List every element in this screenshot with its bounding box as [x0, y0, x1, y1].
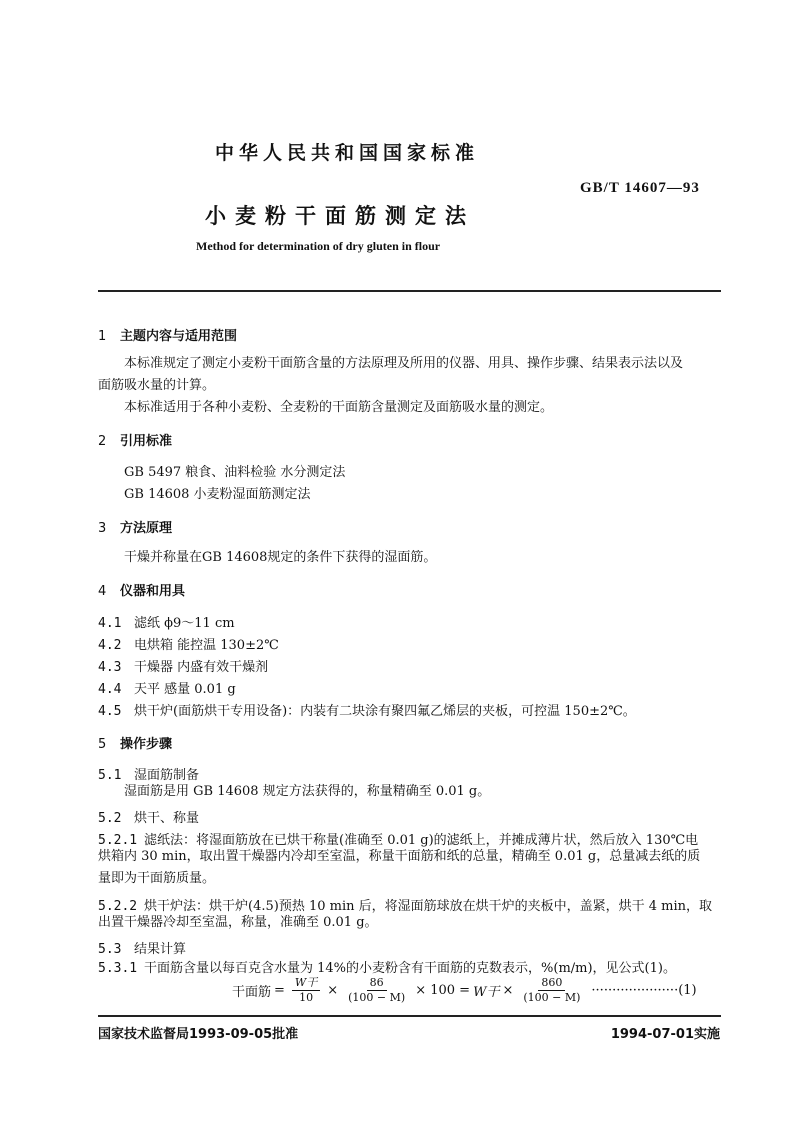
header-divider: [98, 290, 721, 292]
instrument-item: [98, 612, 235, 631]
subsection-5-2-1-line-3: 量即为干面筋质量。: [98, 871, 216, 886]
subsection-text: 滤纸法：将湿面筋放在已烘干称量(准确至 0.01 g)的滤纸上，并摊成薄片状，然后放入 130℃电: [144, 833, 699, 848]
subsection-5-2-heading: [98, 807, 199, 826]
section-number: 3: [98, 521, 107, 536]
formula-fraction-3: [520, 976, 583, 1005]
item-number: 4.5: [98, 704, 122, 719]
subsection-title: 湿面筋制备: [134, 768, 200, 783]
section-5-heading: [98, 733, 172, 752]
fraction-numerator: 860: [538, 976, 565, 991]
section-2-heading: [98, 430, 172, 449]
section-1-para-1-line-2: 面筋吸水量的计算。: [98, 378, 216, 393]
formula-times: ×: [327, 983, 339, 998]
item-text: 滤纸 ϕ9～11 cm: [134, 616, 235, 631]
fraction-denominator: (100 − M): [348, 991, 406, 1004]
subsection-5-2-1-line-2: 烘箱内 30 min，取出置干燥器内冷却至室温，称量干面筋和纸的总量，精确至 0.01 g，总量减去纸的质: [98, 849, 701, 864]
instrument-item: [98, 656, 268, 675]
section-4-heading: [98, 580, 185, 599]
section-title: 引用标准: [120, 434, 173, 449]
fraction-numerator: 86: [367, 976, 387, 991]
item-number: 4.2: [98, 638, 122, 653]
subsection-number: 5.3: [98, 942, 122, 957]
reference-gb14608: GB 14608 小麦粉湿面筋测定法: [124, 487, 311, 502]
formula-1: [232, 976, 697, 1005]
reference-gb5497: GB 5497 粮食、油料检验 水分测定法: [124, 465, 346, 480]
item-text: 烘干炉(面筋烘干专用设备)：内装有二块涂有聚四氟乙烯层的夹板，可控温 150±2℃。: [134, 704, 636, 719]
fraction-numerator: W干: [292, 976, 320, 991]
subsection-5-3-heading: [98, 938, 186, 957]
subsection-text: 干面筋含量以每百克含水量为 14%的小麦粉含有干面筋的克数表示，%(m/m)，见公式(1)。: [144, 961, 676, 976]
item-number: 4.4: [98, 682, 122, 697]
item-number: 4.1: [98, 616, 122, 631]
issuing-org-title: 中华人民共和国国家标准: [215, 142, 480, 164]
fraction-denominator: (100 − M): [523, 991, 581, 1004]
section-number: 2: [98, 434, 107, 449]
formula-tag: ·····················(1): [591, 983, 697, 998]
instrument-item: [98, 634, 279, 653]
formula-lhs: 干面筋: [232, 985, 272, 1000]
instrument-item: [98, 678, 236, 697]
formula-times: ×: [502, 983, 514, 998]
section-title: 主题内容与适用范围: [120, 329, 238, 344]
subsection-number: 5.2.2: [98, 899, 138, 914]
subsection-title: 结果计算: [134, 942, 187, 957]
document-title: 小麦粉干面筋测定法: [205, 204, 475, 228]
formula-equals: =: [274, 983, 285, 998]
footer-divider: [98, 1015, 721, 1017]
section-number: 4: [98, 584, 107, 599]
item-text: 天平 感量 0.01 g: [134, 682, 236, 697]
subsection-number: 5.1: [98, 768, 122, 783]
approval-date: 国家技术监督局1993-09-05批准: [98, 1027, 299, 1042]
section-1-para-1-line-1: 本标准规定了测定小麦粉干面筋含量的方法原理及所用的仪器、用具、操作步骤、结果表示法以及: [124, 356, 684, 371]
section-title: 仪器和用具: [120, 584, 186, 599]
formula-fraction-1: [292, 976, 320, 1005]
section-3-para: 干燥并称量在GB 14608规定的条件下获得的湿面筋。: [124, 550, 437, 565]
formula-w-dry: W干: [473, 985, 500, 1000]
item-text: 电烘箱 能控温 130±2℃: [134, 638, 279, 653]
subsection-text: 烘干炉法：烘干炉(4.5)预热 10 min 后，将湿面筋球放在烘干炉的夹板中，盖紧，烘干 4 min，取: [144, 899, 713, 914]
subsection-5-2-2-line-2: 出置干燥器冷却至室温，称量，准确至 0.01 g。: [98, 915, 378, 930]
instrument-item: [98, 700, 636, 719]
subsection-number: 5.3.1: [98, 961, 138, 976]
section-number: 1: [98, 329, 107, 344]
fraction-denominator: 10: [299, 991, 314, 1004]
formula-times-100: × 100 =: [415, 983, 471, 998]
item-text: 干燥器 内盛有效干燥剂: [134, 660, 269, 675]
subsection-number: 5.2.1: [98, 833, 138, 848]
standard-code: GB/T 14607—93: [580, 180, 700, 196]
section-title: 操作步骤: [120, 737, 173, 752]
effective-date: 1994-07-01实施: [610, 1027, 720, 1042]
section-number: 5: [98, 737, 107, 752]
section-1-heading: [98, 325, 237, 344]
subsection-title: 烘干、称量: [134, 811, 200, 826]
item-number: 4.3: [98, 660, 122, 675]
section-1-para-2: 本标准适用于各种小麦粉、全麦粉的干面筋含量测定及面筋吸水量的测定。: [124, 400, 554, 415]
section-3-heading: [98, 517, 172, 536]
subsection-5-1-text: 湿面筋是用 GB 14608 规定方法获得的，称量精确至 0.01 g。: [124, 784, 491, 799]
formula-fraction-2: [345, 976, 408, 1005]
document-title-english: Method for determination of dry gluten in flour: [196, 239, 441, 253]
subsection-5-3-1: [98, 957, 676, 976]
subsection-number: 5.2: [98, 811, 122, 826]
section-title: 方法原理: [120, 521, 173, 536]
